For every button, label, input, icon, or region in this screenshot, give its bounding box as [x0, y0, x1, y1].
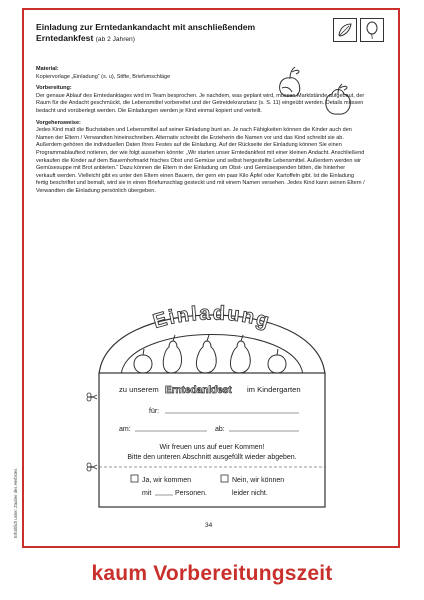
for-label: für: [149, 408, 160, 415]
scissors-icon [86, 392, 98, 402]
option-yes-line1: Ja, wir kommen [142, 477, 192, 484]
apple-illustration [268, 355, 286, 373]
preparation-heading: Vorbereitung: [36, 85, 72, 92]
checkbox-no[interactable] [221, 475, 228, 482]
preparation-text: Der genaue Ablauf des Erntedanktages wird im Team besprochen. Je nachdem, was geplant wird, müssen Marktstände aufgebaut, der Raum für die Andacht geschmückt, die Lebensmittel vorbereitet und der Getreidekranztanz (s. S. 11) eingeübt werden. Details müssen bedacht und vorüberlegt werden. Die Einladungen werden je Kind einmal kopiert und verteilt. [36, 92, 365, 114]
title-text: Einladung zur Erntedankandacht mit anschließendem Erntedankfest [36, 22, 256, 43]
instructions [36, 66, 366, 196]
procedure-heading: Vorgehensweise: [36, 119, 81, 126]
line-prefix: zu unserem [119, 385, 159, 394]
invitation-card [87, 285, 337, 511]
pear-illustration [196, 341, 216, 373]
material-text: Kopiervorlage „Einladung“ (s. u), Stifte, Briefumschläge [36, 73, 171, 80]
note-line2: Bitte den unteren Abschnitt ausgefüllt wieder abgeben. [127, 454, 297, 461]
arc-title [151, 302, 274, 333]
arc-title-text: Einladung [150, 302, 274, 333]
category-icons [333, 18, 385, 44]
feast-word: Erntedankfest [165, 385, 232, 396]
banner-text: kaum Vorbereitungszeit [91, 562, 333, 585]
page-number: 34 [205, 522, 213, 529]
balloon-icon [360, 18, 384, 42]
material-heading: Material: [36, 66, 59, 72]
apple-illustration [134, 355, 152, 373]
option-no-line2: leider nicht. [232, 490, 268, 497]
from-label: ab: [215, 426, 225, 433]
page-title [36, 22, 286, 45]
scissors-icon [86, 462, 98, 472]
age-note: (ab 2 Jahren) [95, 36, 135, 43]
fruit-row [134, 335, 286, 373]
option-yes-suffix: Personen. [175, 490, 207, 497]
pear-illustration [230, 341, 250, 373]
checkbox-yes[interactable] [131, 475, 138, 482]
pear-illustration [163, 341, 181, 373]
on-label: am: [119, 426, 131, 433]
procedure-text: Jedes Kind malt die Buchstaben und Lebensmittel auf seiner Einladung bunt an. Je nach Fähigkeiten können die Kinder auch den Namen der Eltern / Verwandten hineinschreiben. Alternativ schreibt die Erzieherin die Namen vor und das Kind schreibt sie ab. Außerdem gehören die individuellen Daten Ihres Festes auf die Einladung. Auf der Rückseite der Einladung können Sie einen Programmablauftext notieren, der wie folgt aussehen könnte: „Wir starten unser Erntedankfest mit einer kleinen Andacht. Anschließend verkaufen die Kinder auf dem Bauernhofmarkt frisches Obst und Gemüse und selbst hergestellte Lebensmittel. Außerdem werden wir Gemüsesuppe mit Brot anbieten.“ Dazu können die Eltern in der Einladung um Obst- und Gemüsespenden bitten, die hinterher verkauft werden. Vielleicht gibt es unter den Eltern einen Bauern, der gern ein paar Kilo Äpfel oder Kartoffeln gibt. Ist die Einladung fertig beschriftet und bemalt, wird sie in einen Briefumschlag gesteckt und mit einem Namen versehen. Jedes Kind kann seinen Eltern / Verwandten die Einladung persönlich übergeben. [36, 127, 365, 194]
option-no-line1: Nein, wir können [232, 477, 285, 484]
line-suffix: im Kindergarten [247, 385, 301, 394]
option-yes-prefix: mit [142, 490, 152, 497]
autumn-leaf-icon [333, 18, 357, 42]
copyright-text: Erhältlich unter: Zauber des Herbstes [13, 468, 18, 538]
copyright-note [10, 430, 20, 540]
note-line1: Wir freuen uns auf euer Kommen! [159, 444, 265, 451]
